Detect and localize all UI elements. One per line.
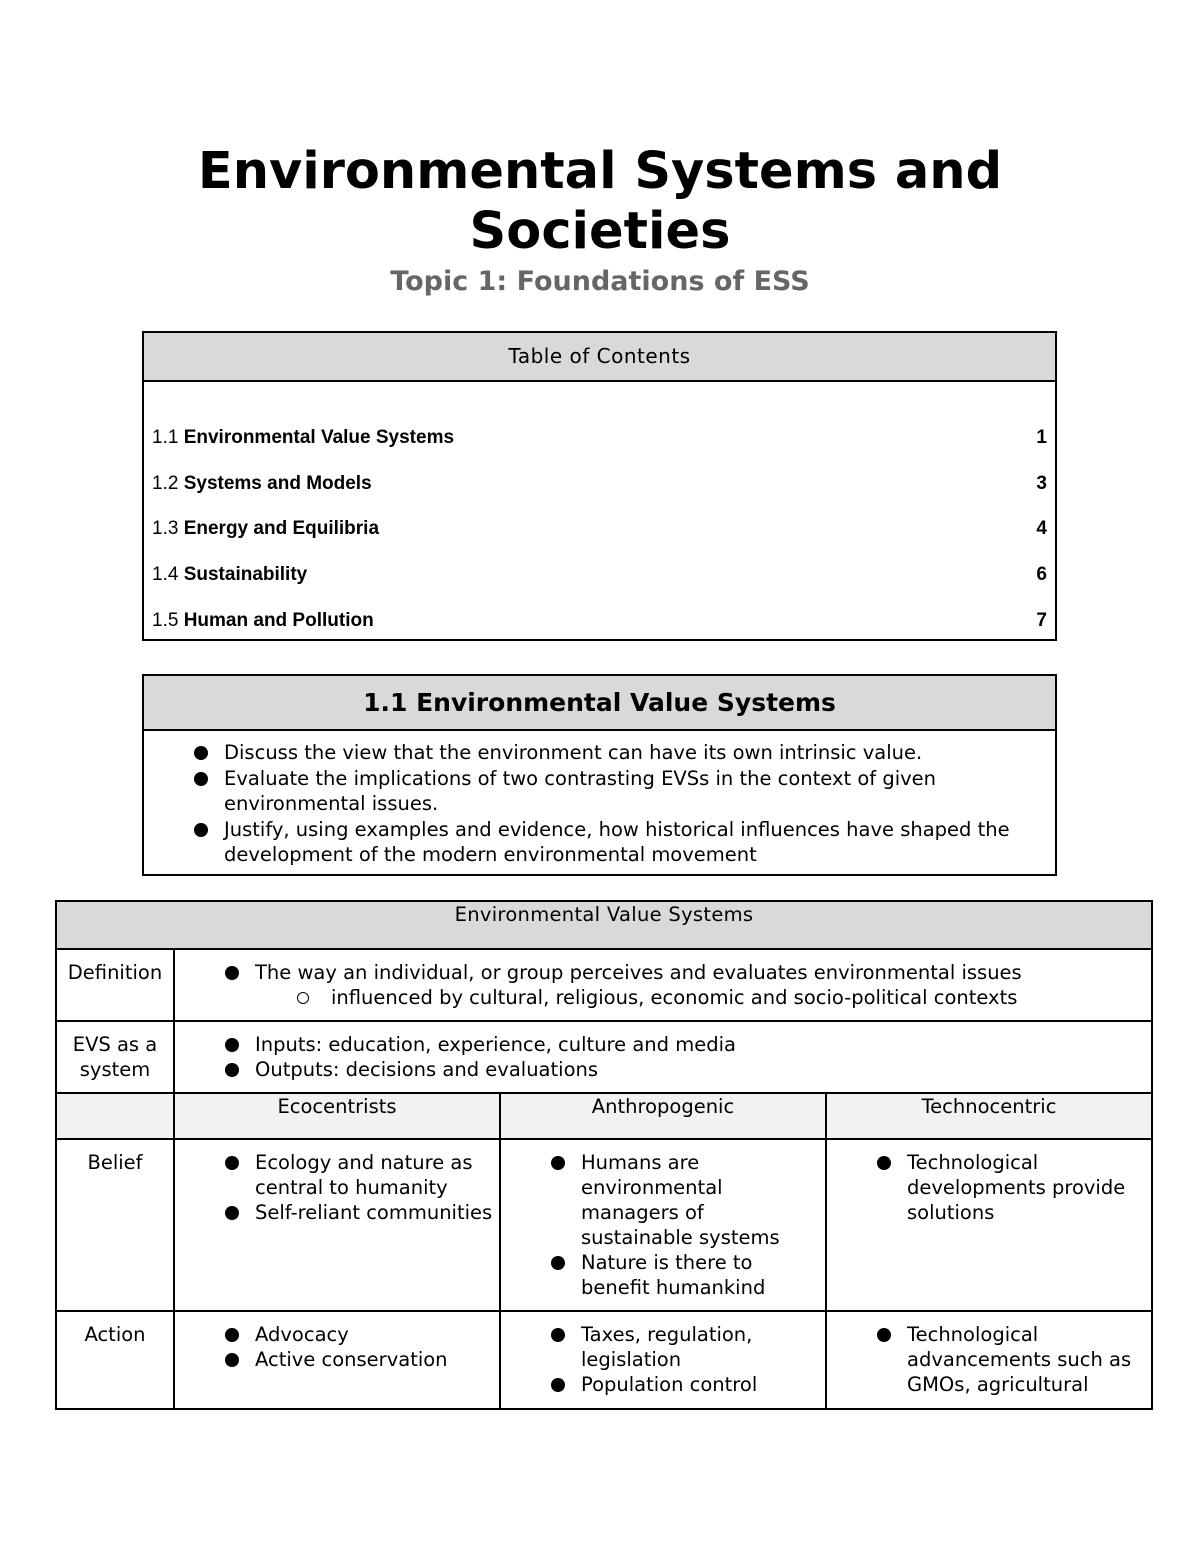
toc-item[interactable] xyxy=(152,423,1047,453)
list-item: Nature is there to benefit humankind xyxy=(547,1250,819,1300)
toc-item-number: 1.1 xyxy=(152,427,179,448)
toc-heading: Table of Contents xyxy=(144,333,1055,382)
bullet-icon xyxy=(877,1156,891,1170)
toc-item-page: 1 xyxy=(1036,427,1047,448)
row-label-belief: Belief xyxy=(56,1139,174,1311)
bullet-icon xyxy=(225,1353,239,1367)
bullet-icon xyxy=(551,1378,565,1392)
list-item: Evaluate the implications of two contrasting EVSs in the context of given environmental issues. xyxy=(190,766,1035,817)
action-technocentric-cell xyxy=(826,1311,1152,1409)
column-header-anthropogenic: Anthropogenic xyxy=(500,1093,826,1139)
toc-item-label: Environmental Value Systems xyxy=(183,427,455,448)
belief-ecocentrists-cell xyxy=(174,1139,500,1311)
sub-bullet-icon xyxy=(297,992,309,1004)
list-item: Inputs: education, experience, culture and media xyxy=(221,1032,1143,1057)
objectives-list xyxy=(190,740,1035,868)
bullet-icon xyxy=(194,746,208,760)
bullet-icon xyxy=(225,1063,239,1077)
bullet-icon xyxy=(551,1156,565,1170)
action-anthropogenic-cell xyxy=(500,1311,826,1409)
belief-anthropogenic-cell xyxy=(500,1139,826,1311)
toc-item-page: 6 xyxy=(1036,564,1047,585)
system-cell xyxy=(174,1021,1152,1093)
list-item: Discuss the view that the environment can have its own intrinsic value. xyxy=(190,740,1035,766)
list-item: Ecology and nature as central to humanity xyxy=(221,1150,493,1200)
list-item: The way an individual, or group perceives and evaluates environmental issues xyxy=(221,960,1143,985)
row-label-system: EVS as a system xyxy=(56,1021,174,1093)
list-item: Technological advancements such as GMOs, agricultural xyxy=(873,1322,1149,1397)
toc-item-page: 4 xyxy=(1036,518,1047,539)
bullet-icon xyxy=(225,1038,239,1052)
toc-item-page: 3 xyxy=(1036,473,1047,494)
bullet-icon xyxy=(225,966,239,980)
bullet-icon xyxy=(225,1206,239,1220)
definition-cell xyxy=(174,949,1152,1021)
toc-item-number: 1.2 xyxy=(152,473,179,494)
bullet-icon xyxy=(225,1328,239,1342)
blank-header-cell xyxy=(56,1093,174,1139)
list-item: Outputs: decisions and evaluations xyxy=(221,1057,1143,1082)
column-header-ecocentrists: Ecocentrists xyxy=(174,1093,500,1139)
toc-item-number: 1.4 xyxy=(152,564,179,585)
toc-item-label: Energy and Equilibria xyxy=(183,518,380,539)
section-objectives-box xyxy=(142,674,1057,876)
toc-item[interactable] xyxy=(152,514,1047,544)
bullet-icon xyxy=(877,1328,891,1342)
bullet-icon xyxy=(194,823,208,837)
toc-item-label: Sustainability xyxy=(183,564,308,585)
toc-item-number: 1.3 xyxy=(152,518,179,539)
document-subtitle: Topic 1: Foundations of ESS xyxy=(390,266,810,297)
action-ecocentrists-cell xyxy=(174,1311,500,1409)
toc-item[interactable] xyxy=(152,606,1047,636)
belief-technocentric-cell xyxy=(826,1139,1152,1311)
bullet-icon xyxy=(225,1156,239,1170)
toc-item-number: 1.5 xyxy=(152,610,179,631)
toc-item[interactable] xyxy=(152,469,1047,499)
bullet-icon xyxy=(551,1256,565,1270)
evs-table-heading: Environmental Value Systems xyxy=(56,901,1152,949)
document-title xyxy=(0,142,1200,262)
title-line-1: Environmental Systems and xyxy=(197,142,1003,201)
toc-item[interactable] xyxy=(152,560,1047,590)
row-label-definition: Definition xyxy=(56,949,174,1021)
list-item: Taxes, regulation, legislation xyxy=(547,1322,819,1372)
list-item: Population control xyxy=(547,1372,819,1397)
column-header-technocentric: Technocentric xyxy=(826,1093,1152,1139)
list-item: Justify, using examples and evidence, how historical influences have shaped the development of the modern environmental movement xyxy=(190,817,1035,868)
list-item: influenced by cultural, religious, economic and socio-political contexts xyxy=(221,985,1143,1010)
section-heading: 1.1 Environmental Value Systems xyxy=(144,676,1055,731)
bullet-icon xyxy=(194,772,208,786)
list-item: Advocacy xyxy=(221,1322,493,1347)
list-item: Technological developments provide solutions xyxy=(873,1150,1145,1225)
title-line-2: Societies xyxy=(469,202,731,261)
toc-item-label: Systems and Models xyxy=(183,473,372,494)
bullet-icon xyxy=(551,1328,565,1342)
toc-item-label: Human and Pollution xyxy=(183,610,374,631)
table-of-contents xyxy=(142,331,1057,641)
toc-item-page: 7 xyxy=(1036,610,1047,631)
evs-table xyxy=(55,900,1153,1410)
list-item: Active conservation xyxy=(221,1347,493,1372)
list-item: Self-reliant communities xyxy=(221,1200,493,1225)
list-item: Humans are environmental managers of sustainable systems xyxy=(547,1150,819,1250)
row-label-action: Action xyxy=(56,1311,174,1409)
